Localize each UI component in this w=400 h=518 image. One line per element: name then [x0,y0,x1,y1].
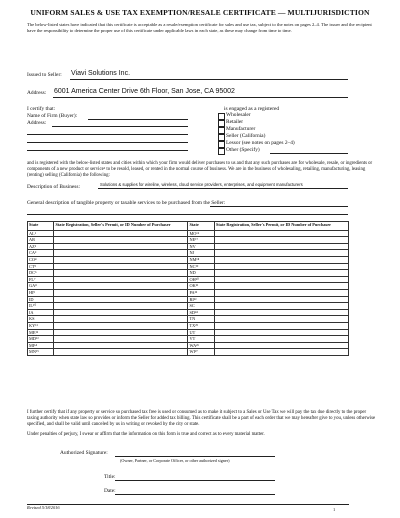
signature-label: Authorized Signature: [60,450,108,456]
registration-number-field[interactable] [214,342,348,349]
business-description-underline [98,188,348,189]
state-code: FL⁷ [28,276,54,283]
signature-note: (Owner, Partner, or Corporate Officer, or other authorized signer) [120,458,230,463]
title-field[interactable] [115,480,275,481]
state-code: OK²¹ [188,283,214,290]
buyer-address-label: Address: [27,120,47,126]
registration-number-field[interactable] [214,243,348,250]
registration-number-field[interactable] [214,322,348,329]
registration-number-field[interactable] [214,283,348,290]
lessor-label: Lessor (see notes on pages 2–4) [226,140,295,146]
state-code: MN¹⁵ [28,349,54,356]
state-code: OH²⁰ [188,276,214,283]
registration-number-field[interactable] [54,329,188,336]
registration-number-field[interactable] [54,289,188,296]
buyer-address-field-4[interactable] [27,150,188,151]
table-row [28,270,349,277]
seller-california-checkbox[interactable] [218,134,225,141]
table-row [28,329,349,336]
wholesaler-checkbox[interactable] [218,113,225,120]
registration-number-field[interactable] [54,263,188,270]
retailer-checkbox[interactable] [218,120,225,127]
state-code: DC⁶ [28,270,54,277]
state-code: NV [188,243,214,250]
table-row [28,276,349,283]
registration-number-field[interactable] [54,283,188,290]
state-code: NJ [188,250,214,257]
state-code: CT⁵ [28,263,54,270]
registration-column-header: State Registration, Seller's Permit, or ID Number of Purchaser [54,222,188,231]
table-row [28,296,349,303]
engaged-label: is engaged as a registered [224,106,280,112]
state-code: GA⁸ [28,283,54,290]
registration-number-field[interactable] [214,230,348,237]
state-code: NC¹⁹ [188,263,214,270]
registration-number-field[interactable] [54,296,188,303]
retailer-label: Retailer [226,119,244,125]
registration-number-field[interactable] [214,349,348,356]
state-code: KS [28,316,54,323]
state-code: KY¹¹ [28,322,54,329]
buyer-address-field-1[interactable] [52,126,188,127]
seller-address-field[interactable]: 6001 America Center Drive 6th Floor, San Jose, CA 95002 [54,88,235,95]
buyer-name-field[interactable] [88,119,188,120]
state-code: NM¹⁸ [188,256,214,263]
title-label: Title: [104,474,116,480]
state-code: IL¹⁰ [28,303,54,310]
table-row [28,309,349,316]
state-code: ME¹² [28,329,54,336]
table-row [28,336,349,343]
buyer-address-field-3[interactable] [27,142,188,143]
registration-number-field[interactable] [214,309,348,316]
table-row [28,230,349,237]
registration-number-field[interactable] [54,243,188,250]
state-code: WA²⁶ [188,342,214,349]
seller-california-label: Seller (California) [226,133,266,139]
seller-address-label: Address: [27,90,47,96]
property-description-field-2[interactable] [27,214,348,215]
state-code: TN [188,316,214,323]
table-row [28,283,349,290]
other-checkbox[interactable] [218,148,225,155]
revision-date: Revised 5/18/2016 [27,505,60,510]
state-code: CO⁴ [28,256,54,263]
issued-to-field[interactable]: Viavi Solutions Inc. [71,70,131,77]
state-code: RI²³ [188,296,214,303]
state-code: PA²² [188,289,214,296]
registration-number-field[interactable] [54,322,188,329]
registration-number-field[interactable] [54,250,188,257]
table-row [28,250,349,257]
registration-number-field[interactable] [214,256,348,263]
table-row [28,303,349,310]
buyer-name-label: Name of Firm (Buyer): [27,113,78,119]
state-code: SC [188,303,214,310]
registration-number-field[interactable] [214,276,348,283]
registration-number-field[interactable] [54,309,188,316]
state-registration-table [27,221,349,356]
registration-number-field[interactable] [214,263,348,270]
state-code: VT [188,336,214,343]
state-code: AR [28,237,54,244]
seller-address-underline [53,97,348,98]
registration-number-field[interactable] [214,329,348,336]
registration-number-field[interactable] [214,237,348,244]
state-code: HI⁹ [28,289,54,296]
registration-number-field[interactable] [54,256,188,263]
business-description-label: Description of Business: [27,184,81,190]
state-column-header: State [188,222,214,231]
registration-number-field[interactable] [214,316,348,323]
property-description-field[interactable] [210,206,348,207]
form-title: UNIFORM SALES & USE TAX EXEMPTION/RESALE CERTIFICATE — MULTIJURISDICTION [30,8,370,17]
manufacturer-label: Manufacturer [226,126,256,132]
other-specify-field[interactable] [270,153,348,154]
state-code: MD¹³ [28,336,54,343]
date-field[interactable] [115,494,275,495]
registration-number-field[interactable] [54,276,188,283]
state-code: AL¹ [28,230,54,237]
other-label: Other (Specify) [226,147,260,153]
registration-number-field[interactable] [54,230,188,237]
registration-number-field[interactable] [214,336,348,343]
date-label: Date: [104,488,116,494]
registration-number-field[interactable] [214,250,348,257]
state-code: AZ² [28,243,54,250]
registration-column-header: State Registration, Seller's Permit, or ID Number of Purchaser [214,222,348,231]
registration-number-field[interactable] [54,336,188,343]
perjury-statement: Under penalties of perjury, I swear or affirm that the information on this form is true and correct as to every material matter. [27,432,265,437]
registration-number-field[interactable] [214,289,348,296]
buyer-address-field-2[interactable] [27,134,188,135]
state-code: NE¹⁷ [188,237,214,244]
registration-number-field[interactable] [54,270,188,277]
state-code: IA [28,309,54,316]
table-row [28,243,349,250]
registration-number-field[interactable] [54,303,188,310]
table-row [28,316,349,323]
state-code: ND [188,270,214,277]
registration-number-field[interactable] [214,270,348,277]
registered-paragraph: and is registered with the below-listed states and cities within which your firm would deliver purchases to us and that any such purchases are for wholesale, resale, or ingredients or components of a new product or service¹ to be resold, leased, or rented in the normal course of business. We are in the business of wholesaling, retailing, manufacturing, leasing (renting) selling (California) the following: [27,161,373,178]
signature-field[interactable] [115,456,275,457]
certify-heading: I certify that: [27,106,56,112]
footer-rule [27,504,349,505]
table-row [28,322,349,329]
registration-number-field[interactable] [54,342,188,349]
table-row [28,349,349,356]
manufacturer-checkbox[interactable] [218,127,225,134]
table-row [28,289,349,296]
table-row [28,263,349,270]
issued-to-label: Issued to Seller: [27,72,62,78]
registration-number-field[interactable] [214,303,348,310]
intro-paragraph: The below-listed states have indicated that this certificate is acceptable as a resale/exemption certificate for sales and use tax, subject to the notes on pages 2–4. The issuer and the recipient have the responsibility to determine the proper use of this certificate under applicable laws in each state, as these may change from time to time. [27,22,372,33]
wholesaler-label: Wholesaler [226,112,251,118]
issued-to-underline [70,79,348,80]
page-number: 1 [333,507,336,512]
state-code: UT [188,329,214,336]
registration-number-field[interactable] [214,296,348,303]
state-code: TX²⁵ [188,322,214,329]
state-code: MO¹⁶ [188,230,214,237]
table-row [28,342,349,349]
registration-number-field[interactable] [54,316,188,323]
state-code: WI²⁷ [188,349,214,356]
further-certify-paragraph: I further certify that if any property or service so purchased tax free is used or consumed as to make it subject to a Sales or Use Tax we will pay the tax due directly to the proper taxing authority when state law so provides or inform the Seller for added tax billing. This certificate shall be a part of each order that we may hereafter give to you, unless otherwise specified, and shall be valid until canceled by us in writing or revoked by the city or state. [27,410,376,427]
state-column-header: State [28,222,54,231]
state-code: SD²⁴ [188,309,214,316]
registration-number-field[interactable] [54,349,188,356]
state-code: MI¹⁴ [28,342,54,349]
table-row [28,237,349,244]
property-description-label: General description of tangible property or taxable services to be purchased from the Seller: [27,200,226,206]
registration-number-field[interactable] [54,237,188,244]
state-code: ID [28,296,54,303]
table-row [28,256,349,263]
lessor-checkbox[interactable] [218,141,225,148]
business-description-field[interactable]: Solutions & supplies for wireline, wireless, cloud service providers, enterprises, and equipment manufacturers [100,182,303,187]
state-code: CA³ [28,250,54,257]
